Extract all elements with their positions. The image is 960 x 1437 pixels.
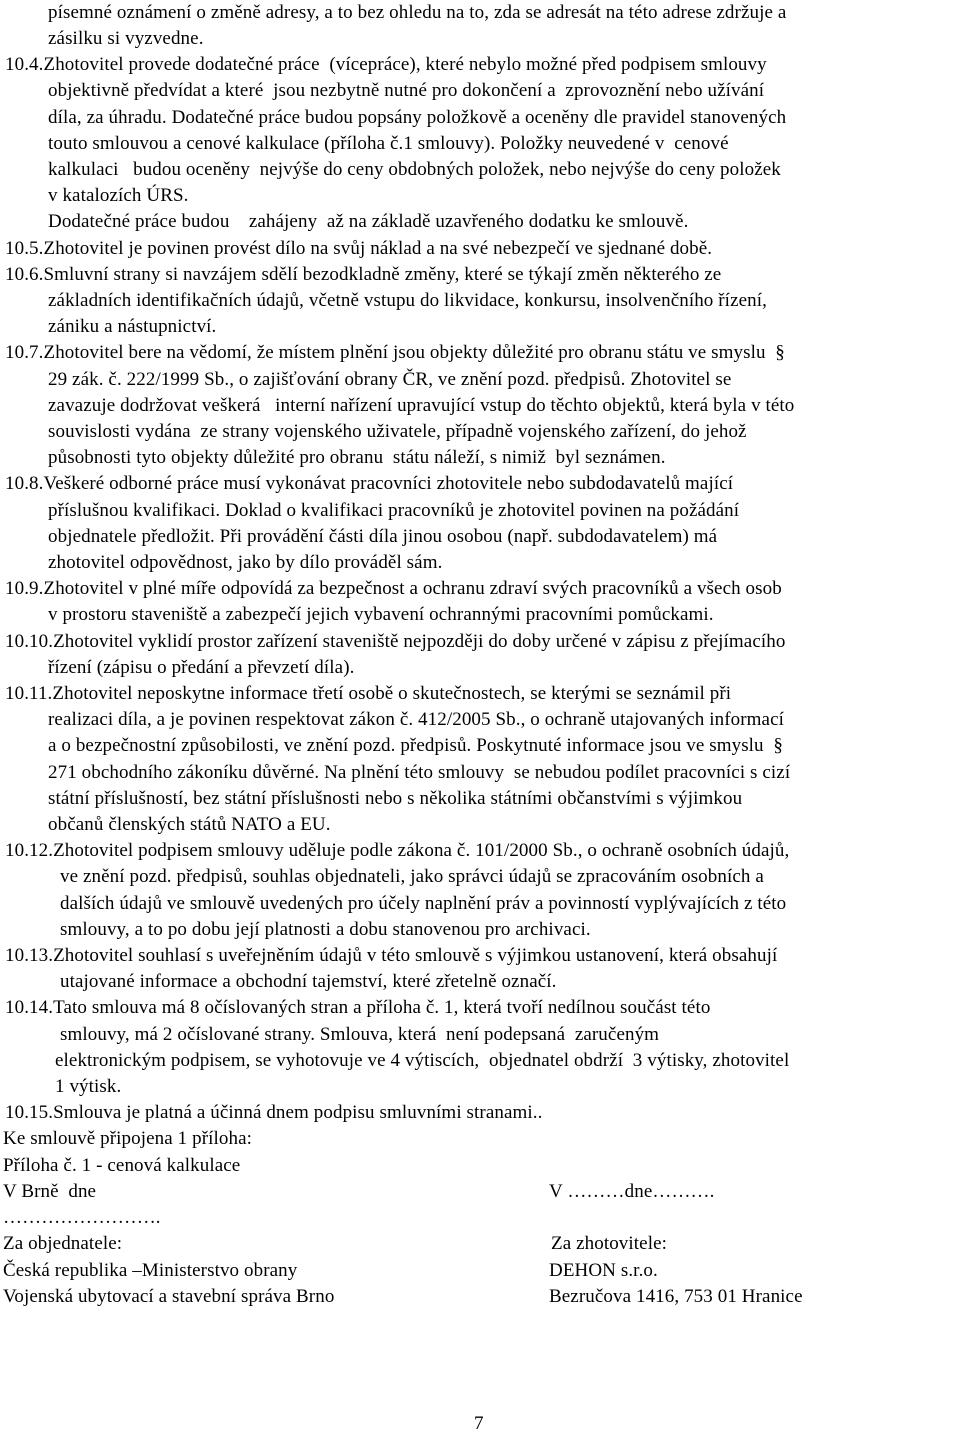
text-line: elektronickým podpisem, se vyhotovuje ve 4 výtiscích, objednatel obdrží 3 výtisky, zhotovitel xyxy=(55,1050,790,1071)
text-line: 10.12.Zhotovitel podpisem smlouvy uděluje podle zákona č. 101/2000 Sb., o ochraně osobních údajů, xyxy=(5,840,790,861)
text-line: ……………………. xyxy=(3,1207,161,1228)
text-line: Dodatečné práce budou zahájeny až na základě uzavřeného dodatku ke smlouvě. xyxy=(48,211,689,232)
text-line: smlouvy, a to po dobu její platnosti a dobu stanovenou pro archivaci. xyxy=(60,919,591,940)
text-line: zhotovitel odpovědnost, jako by dílo prováděl sám. xyxy=(48,552,443,573)
text-line: řízení (zápisu o předání a převzetí díla). xyxy=(48,657,355,678)
text-line: 10.15.Smlouva je platná a účinná dnem podpisu smluvními stranami.. xyxy=(5,1102,543,1123)
text-line: působnosti tyto objekty důležité pro obranu státu náleží, s nimiž byl seznámen. xyxy=(48,447,666,468)
text-line: díla, za úhradu. Dodatečné práce budou popsány položkově a oceněny dle pravidel stanovených xyxy=(48,107,787,128)
text-line: v katalozích ÚRS. xyxy=(48,185,189,206)
text-line: 10.4.Zhotovitel provede dodatečné práce (vícepráce), které nebylo možné před podpisem smlouvy xyxy=(5,54,767,75)
text-line: V ………dne………. xyxy=(549,1181,715,1202)
text-line: Bezručova 1416, 753 01 Hranice xyxy=(549,1286,803,1307)
text-line: 10.8.Veškeré odborné práce musí vykonávat pracovníci zhotovitele nebo subdodavatelů mající xyxy=(5,473,734,494)
text-line: občanů členských států NATO a EU. xyxy=(48,814,331,835)
text-line: Vojenská ubytovací a stavební správa Brno xyxy=(3,1286,335,1307)
text-line: 10.13.Zhotovitel souhlasí s uveřejněním údajů v této smlouvě s výjimkou ustanovení, která obsahují xyxy=(5,945,778,966)
text-line: Za objednatele: xyxy=(3,1233,123,1254)
text-line: státní příslušností, bez státní příslušnosti nebo s několika státními občanstvími s výjimkou xyxy=(48,788,743,809)
text-line: kalkulaci budou oceněny nejvýše do ceny obdobných položek, nebo nejvýše do ceny položek xyxy=(48,159,781,180)
text-line: zavazuje dodržovat veškerá interní nařízení upravující vstup do těchto objektů, která byla v této xyxy=(48,395,795,416)
text-line: dalších údajů ve smlouvě uvedených pro účely naplnění práv a povinností vyplývajících z této xyxy=(60,893,787,914)
text-line: 10.11.Zhotovitel neposkytne informace třetí osobě o skutečnostech, se kterými se seznámil při xyxy=(5,683,732,704)
text-line: V Brně dne xyxy=(3,1181,97,1202)
text-line: objednatele předložit. Při provádění části díla jinou osobou (např. subdodavatelem) má xyxy=(48,526,718,547)
page-number: 7 xyxy=(474,1413,484,1434)
text-line: v prostoru staveniště a zabezpečí jejich vybavení ochrannými pracovními pomůckami. xyxy=(48,604,714,625)
text-line: realizaci díla, a je povinen respektovat zákon č. 412/2005 Sb., o ochraně utajovaných informací xyxy=(48,709,784,730)
text-line: Příloha č. 1 - cenová kalkulace xyxy=(3,1155,241,1176)
text-line: základních identifikačních údajů, včetně vstupu do likvidace, konkursu, insolvenčního řízení, xyxy=(48,290,767,311)
text-line: ve znění pozd. předpisů, souhlas objednateli, jako správci údajů se zpracováním osobních a xyxy=(60,866,764,887)
text-line: touto smlouvou a cenové kalkulace (příloha č.1 smlouvy). Položky neuvedené v cenové xyxy=(48,133,729,154)
text-line: utajované informace a obchodní tajemství, které zřetelně označí. xyxy=(60,971,557,992)
text-line: 10.6.Smluvní strany si navzájem sdělí bezodkladně změny, které se týkají změn některého ze xyxy=(5,264,722,285)
text-line: příslušnou kvalifikaci. Doklad o kvalifikaci pracovníků je zhotovitel povinen na požádání xyxy=(48,500,740,521)
text-line: smlouvy, má 2 očíslované strany. Smlouva, která není podepsaná zaručeným xyxy=(60,1024,660,1045)
text-line: 10.9.Zhotovitel v plné míře odpovídá za bezpečnost a ochranu zdraví svých pracovníků a všech osob xyxy=(5,578,782,599)
text-line: 1 výtisk. xyxy=(55,1076,122,1097)
text-line: Za zhotovitele: xyxy=(551,1233,667,1254)
text-line: objektivně předvídat a které jsou nezbytně nutné pro dokončení a zprovoznění nebo užívání xyxy=(48,80,765,101)
text-line: souvislosti vydána ze strany vojenského uživatele, případně vojenského zařízení, do jehož xyxy=(48,421,747,442)
text-line: 271 obchodního zákoníku důvěrné. Na plnění této smlouvy se nebudou podílet pracovníci s cizí xyxy=(48,762,791,783)
text-line: 10.5.Zhotovitel je povinen provést dílo na svůj náklad a na své nebezpečí ve sjednané době. xyxy=(5,238,713,259)
text-line: 29 zák. č. 222/1999 Sb., o zajišťování obrany ČR, ve znění pozd. předpisů. Zhotovitel se xyxy=(48,369,732,390)
text-line: 10.7.Zhotovitel bere na vědomí, že místem plnění jsou objekty důležité pro obranu státu ve smyslu § xyxy=(5,342,785,363)
text-line: zásilku si vyzvedne. xyxy=(48,28,204,49)
text-line: písemné oznámení o změně adresy, a to bez ohledu na to, zda se adresát na této adrese zdržuje a xyxy=(48,2,787,23)
text-line: 10.10.Zhotovitel vyklidí prostor zařízení staveniště nejpozději do doby určené v zápisu z přejímacího xyxy=(5,631,786,652)
text-line: zániku a nástupnictví. xyxy=(48,316,217,337)
text-line: 10.14.Tato smlouva má 8 očíslovaných stran a příloha č. 1, která tvoří nedílnou součást této xyxy=(5,997,711,1018)
text-line: Ke smlouvě připojena 1 příloha: xyxy=(3,1128,252,1149)
text-line: a o bezpečnostní způsobilosti, ve znění pozd. předpisů. Poskytnuté informace jsou ve smyslu § xyxy=(48,735,783,756)
text-line: Česká republika –Ministerstvo obrany xyxy=(3,1260,298,1281)
text-line: DEHON s.r.o. xyxy=(549,1260,658,1281)
